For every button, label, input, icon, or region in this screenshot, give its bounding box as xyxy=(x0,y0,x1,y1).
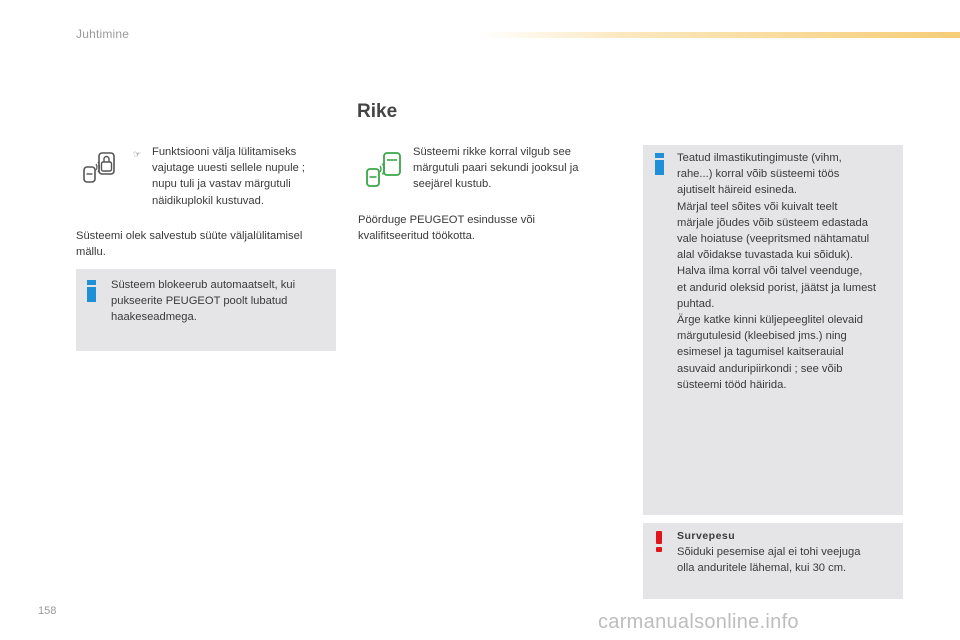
warning-exclamation-icon xyxy=(654,531,662,552)
dealer-line: kvalifitseeritud töökotta. xyxy=(358,230,475,243)
dealer-line: Pöörduge PEUGEOT esindusse või xyxy=(358,214,536,226)
info-line: asuvaid anduripiirkondi ; see võib xyxy=(677,362,843,375)
section-header-title: Juhtimine xyxy=(76,27,130,41)
section-title-rike: Rike xyxy=(357,101,398,122)
info-line: süsteemi tööd häirida. xyxy=(677,378,787,391)
fault-line: Süsteemi rikke korral vilgub see xyxy=(413,146,571,158)
info-line: puhtad. xyxy=(677,297,715,310)
dealer-note xyxy=(358,212,588,244)
blind-spot-warning-lamp-icon xyxy=(364,150,404,190)
info-line: Halva ilma korral või talvel veenduge, xyxy=(677,265,863,278)
deactivation-instruction xyxy=(152,144,332,209)
bullet-arrow-icon: ☞ xyxy=(133,149,142,159)
header-gradient-bar xyxy=(480,32,960,38)
info-line: märgutulesid (kleebised jms.) ning xyxy=(677,330,847,343)
instruction-line: näidikuplokil kustuvad. xyxy=(152,194,264,207)
pressure-wash-warning-text xyxy=(677,528,899,577)
instruction-line: Funktsiooni välja lülitamiseks xyxy=(152,146,297,158)
info-line: ajutiselt häireid esineda. xyxy=(677,184,798,197)
warning-line: olla anduritele lähemal, kui 30 cm. xyxy=(677,562,847,575)
info-line: esimesel ja tagumisel kaitserauial xyxy=(677,346,844,359)
memory-line: Süsteemi olek salvestub süüte väljalülitamisel xyxy=(76,230,303,242)
info-line: haakeseadmega. xyxy=(111,311,197,324)
info-line: alal võidakse tuvastada kui sõiduk). xyxy=(677,249,853,262)
info-icon xyxy=(655,153,665,175)
instruction-line: nupu tuli ja vastav märgutuli xyxy=(152,178,291,191)
warning-line: Sõiduki pesemise ajal ei tohi veejuga xyxy=(677,546,861,559)
weather-info-text xyxy=(677,150,899,393)
memory-note xyxy=(76,228,346,260)
instruction-line: vajutage uuesti sellele nupule ; xyxy=(152,162,306,175)
fault-line: märgutuli paari sekundi jooksul ja xyxy=(413,162,579,175)
towing-info-text xyxy=(111,277,331,326)
info-line: Teatud ilmastikutingimuste (vihm, xyxy=(677,152,842,164)
watermark: carmanualsonline.info xyxy=(598,611,799,633)
info-line: et andurid oleksid porist, jäätst ja lumest xyxy=(677,281,876,294)
info-line: Süsteem blokeerub automaatselt, kui xyxy=(111,279,296,291)
weather-info-box xyxy=(643,145,903,515)
warning-title: Survepesu xyxy=(677,530,736,542)
towing-info-box xyxy=(76,269,336,351)
fault-line: seejärel kustub. xyxy=(413,178,492,191)
page-number: 158 xyxy=(38,605,57,617)
memory-line: mällu. xyxy=(76,246,106,259)
info-icon xyxy=(87,280,97,302)
fault-description xyxy=(413,144,613,193)
info-line: rahe...) korral võib süsteemi töös xyxy=(677,168,840,181)
info-line: vale hoiatuse (veepritsmed nähtamatul xyxy=(677,233,870,246)
info-line: Märjal teel sõites või kuivalt teelt xyxy=(677,200,838,213)
blind-spot-button-icon xyxy=(82,150,118,186)
pressure-wash-warning-box xyxy=(643,523,903,599)
info-line: märjale jõudes võib süsteem edastada xyxy=(677,216,868,229)
info-line: Ärge katke kinni küljepeeglitel olevaid xyxy=(677,314,863,327)
info-line: pukseerite PEUGEOT poolt lubatud xyxy=(111,295,288,308)
